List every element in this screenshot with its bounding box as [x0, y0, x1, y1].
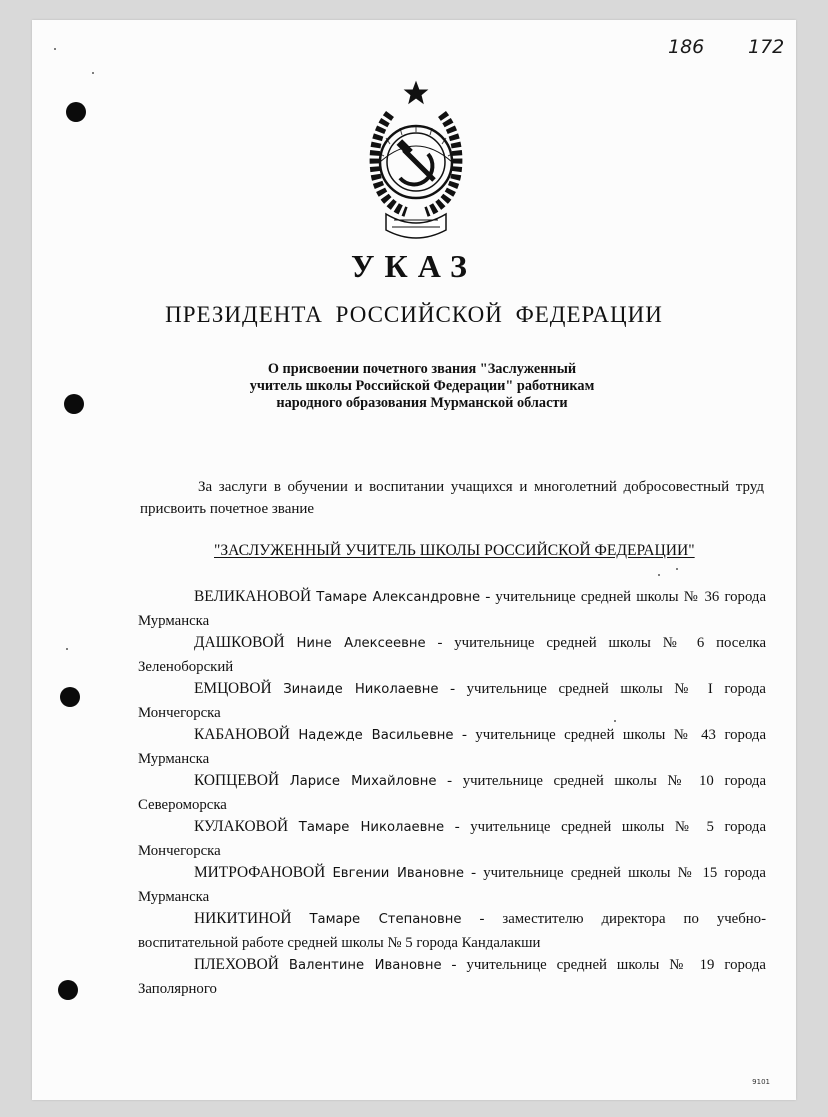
awardee-surname: МИТРОФАНОВОЙ — [194, 864, 326, 881]
decree-heading — [242, 361, 602, 412]
awardee-surname: ПЛЕХОВОЙ — [194, 956, 279, 973]
archive-number-1: 186 — [668, 36, 705, 58]
awardee-surname: ДАШКОВОЙ — [194, 634, 285, 651]
awardee-surname: НИКИТИНОЙ — [194, 910, 292, 927]
list-item: КАБАНОВОЙ Надежде Васильевне - учительнице средней школы № 43 города Мурманска — [138, 726, 767, 767]
scan-speck — [92, 72, 94, 74]
list-item: ЕМЦОВОЙ Зинаиде Николаевне - учительнице средней школы № I города Мончегорска — [138, 680, 767, 721]
awardee-patronymic: Нине Алексеевне — [296, 636, 426, 651]
list-item: КУЛАКОВОЙ Тамаре Николаевне - учительнице средней школы № 5 города Мончегорска — [138, 818, 767, 859]
punch-hole — [58, 980, 78, 1000]
list-item: МИТРОФАНОВОЙ Евгении Ивановне - учительнице средней школы № 15 города Мурманска — [138, 864, 767, 905]
awardee-patronymic: Тамаре Александровне — [316, 590, 481, 605]
awardee-surname: ВЕЛИКАНОВОЙ — [194, 588, 312, 605]
decree-heading-line: народного образования Мурманской области — [276, 395, 568, 411]
awardee-position: учительнице средней школы № 5 города Мончегорска — [138, 819, 767, 859]
awardee-position: учительнице средней школы № 43 города Мурманска — [138, 727, 767, 767]
punch-hole — [66, 102, 86, 122]
awardee-position: учительнице средней школы № 6 поселка Зеленоборский — [138, 635, 767, 675]
awardee-surname: КОПЦЕВОЙ — [194, 772, 280, 789]
honor-title: "ЗАСЛУЖЕННЫЙ УЧИТЕЛЬ ШКОЛЫ РОССИЙСКОЙ ФЕДЕРАЦИИ" — [214, 542, 695, 559]
scan-speck — [54, 48, 56, 50]
list-item: НИКИТИНОЙ Тамаре Степановне - заместителю директора по учебно-воспитательной работе средней школы № 5 города Кандалакши — [138, 910, 767, 951]
awardee-position: заместителю директора по учебно-воспитательной работе средней школы № 5 города Кандалакши — [138, 911, 767, 951]
awardee-patronymic: Зинаиде Николаевне — [283, 682, 439, 697]
page-code: 9101 — [752, 1078, 770, 1086]
list-item: ДАШКОВОЙ Нине Алексеевне - учительнице средней школы № 6 поселка Зеленоборский — [138, 634, 767, 675]
awardee-position: учительнице средней школы № 19 города Заполярного — [138, 957, 766, 997]
awardee-position: учительнице средней школы № I города Мончегорска — [138, 681, 767, 721]
punch-hole — [64, 394, 84, 414]
awardee-position: учительнице средней школы № 10 города Североморска — [138, 773, 767, 813]
awardee-surname: ЕМЦОВОЙ — [194, 680, 272, 697]
decree-title: УКАЗ — [351, 248, 477, 284]
list-item: ВЕЛИКАНОВОЙ Тамаре Александровне - учительнице средней школы № 36 города Мурманска — [138, 588, 767, 629]
scan-speck — [66, 648, 68, 650]
scan-speck — [658, 574, 660, 576]
awardee-patronymic: Ларисе Михайловне — [289, 774, 437, 789]
awardee-surname: КУЛАКОВОЙ — [194, 818, 289, 835]
awardee-patronymic: Тамаре Николаевне — [298, 820, 445, 835]
awardee-patronymic: Валентине Ивановне — [288, 958, 442, 973]
decree-subtitle: ПРЕЗИДЕНТА РОССИЙСКОЙ ФЕДЕРАЦИИ — [165, 302, 663, 327]
decree-heading-line: учитель школы Российской Федерации" работникам — [249, 378, 595, 394]
punch-hole — [60, 687, 80, 707]
scan-speck — [676, 568, 678, 570]
awardee-list — [138, 586, 766, 1000]
awardee-patronymic: Евгении Ивановне — [332, 866, 464, 881]
awardee-position: учительнице средней школы № 36 города Мурманска — [138, 589, 767, 629]
awardee-patronymic: Надежде Васильевне — [298, 728, 454, 743]
rsfsr-coat-of-arms-icon — [350, 80, 482, 246]
decree-intro: За заслуги в обучении и воспитании учащихся и многолетний добросовестный труд присвоить почетное звание — [140, 479, 764, 517]
list-item: КОПЦЕВОЙ Ларисе Михайловне - учительнице средней школы № 10 города Североморска — [138, 772, 767, 813]
document-page — [32, 20, 796, 1100]
awardee-surname: КАБАНОВОЙ — [194, 726, 290, 743]
awardee-position: учительнице средней школы № 15 города Мурманска — [138, 865, 767, 905]
list-item: ПЛЕХОВОЙ Валентине Ивановне - учительнице средней школы № 19 города Заполярного — [138, 956, 766, 997]
decree-heading-line: О присвоении почетного звания "Заслуженный — [267, 361, 577, 377]
archive-number-2: 172 — [748, 36, 785, 58]
awardee-patronymic: Тамаре Степановне — [309, 912, 462, 927]
